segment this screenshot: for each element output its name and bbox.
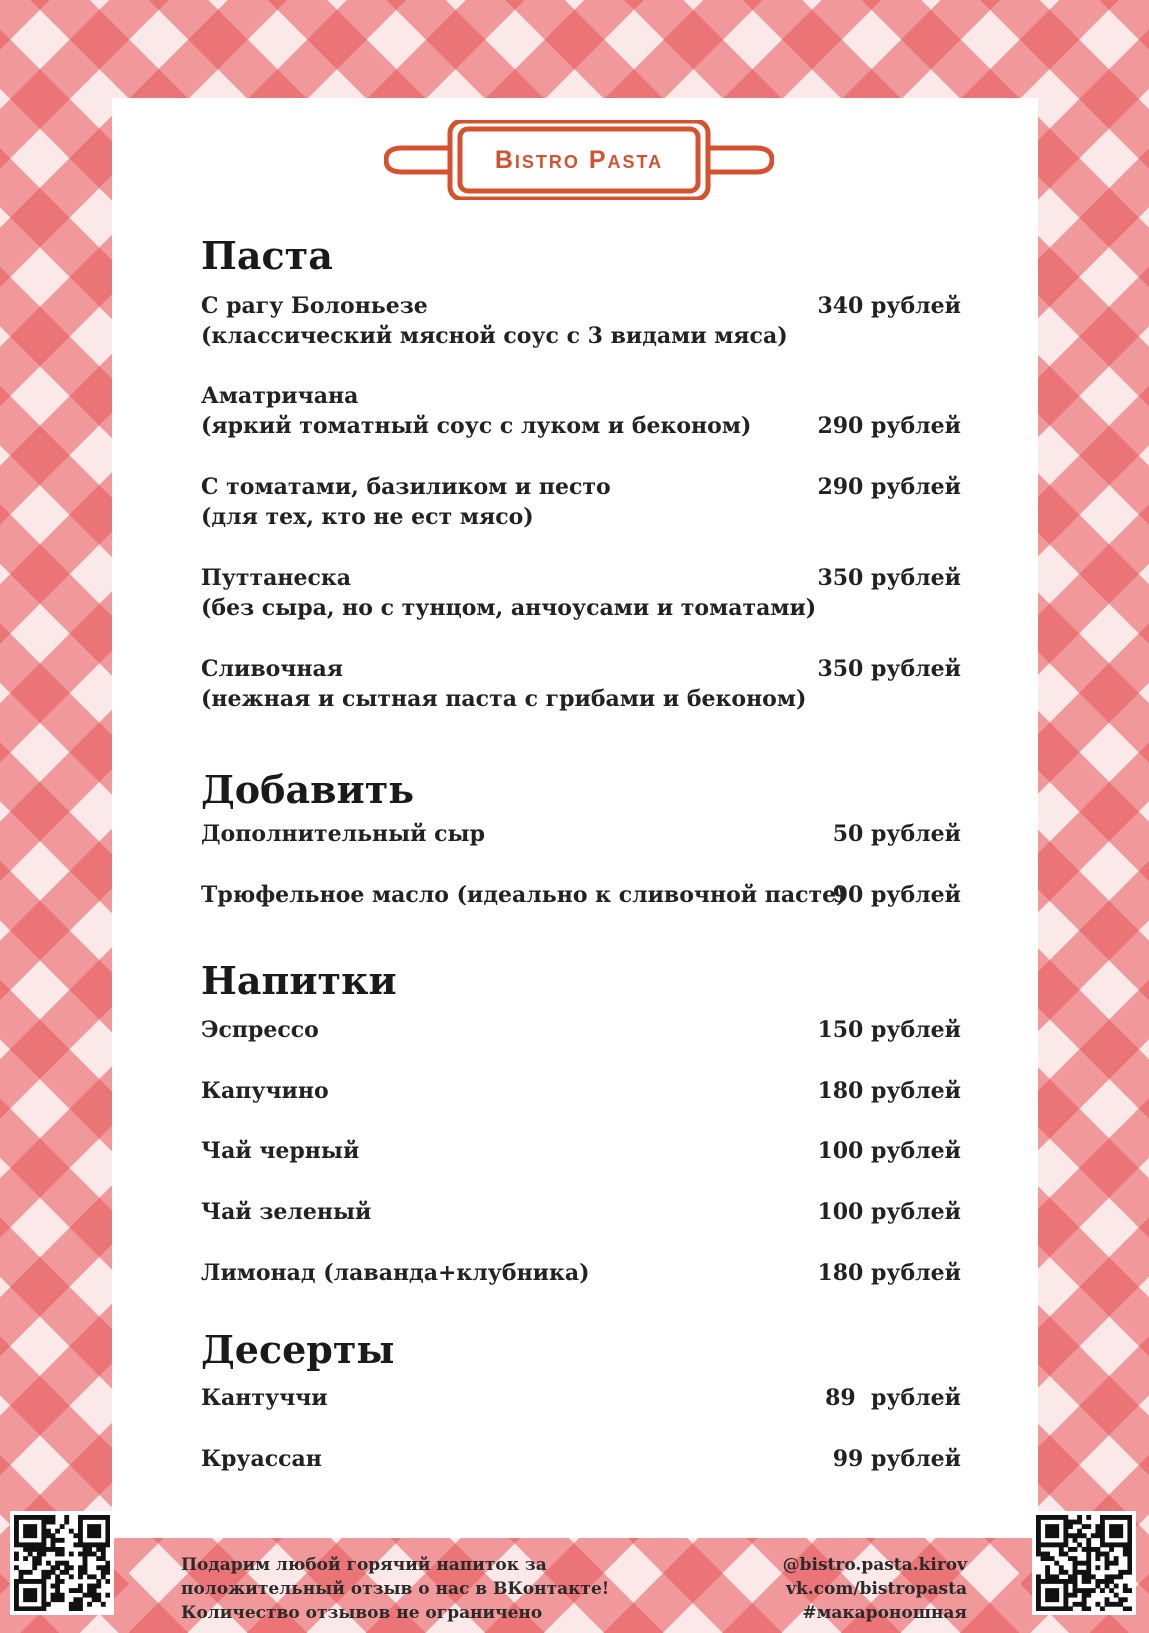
item-name: Эспрессо [201,1017,319,1043]
qr-code-icon [1036,1515,1132,1611]
brand-name: Bistro Pasta [494,146,664,174]
item-description: (для тех, кто не ест мясо) [201,504,534,530]
menu-item [201,1258,961,1288]
item-price: 290 рублей [817,474,961,500]
item-name: Чай черный [201,1138,360,1164]
hashtag: #макароношная [802,1603,967,1623]
item-description: (нежная и сытная паста с грибами и беконом) [201,686,807,712]
footer-promo [181,1553,609,1625]
menu-item [201,381,961,441]
item-price: 50 рублей [832,821,961,847]
menu-item [201,1015,961,1045]
menu-item [201,654,961,714]
instagram-handle: @bistro.pasta.kirov [782,1555,967,1575]
qr-code-icon [14,1515,110,1611]
item-price: 180 рублей [817,1260,961,1286]
item-name: Чай зеленый [201,1199,372,1225]
item-price: 99 рублей [832,1446,961,1472]
item-price: 340 рублей [817,293,961,319]
item-name: С томатами, базиликом и песто [201,474,611,500]
item-price: 350 рублей [817,656,961,682]
menu-item [201,1136,961,1166]
vk-link: vk.com/bistropasta [786,1579,967,1599]
menu-item [201,1444,961,1474]
item-description: (яркий томатный соус с луком и беконом) [201,413,752,439]
qr-code-left [10,1511,114,1615]
item-name: Лимонад (лаванда+клубника) [201,1260,590,1286]
section-title-drinks: Напитки [201,958,397,1003]
section-title-desserts: Десерты [201,1327,395,1372]
item-name: Дополнительный сыр [201,821,485,847]
item-price: 290 рублей [817,413,961,439]
brand-logo [384,120,774,200]
item-price: 350 рублей [817,565,961,591]
menu-item [201,291,961,351]
item-price: 90 рублей [832,882,961,908]
item-name: Круассан [201,1446,322,1472]
menu-item [201,563,961,623]
item-price: 100 рублей [817,1138,961,1164]
menu-item [201,1383,961,1413]
menu-item [201,880,961,910]
menu-item [201,472,961,532]
item-name: Трюфельное масло (идеально к сливочной пасте) [201,882,847,908]
qr-code-right [1032,1511,1136,1615]
item-price: 89 рублей [825,1385,961,1411]
item-price: 150 рублей [817,1017,961,1043]
footer-contacts [783,1553,967,1625]
menu-item [201,819,961,849]
item-name: Капучино [201,1078,329,1104]
menu-sheet [112,98,1038,1538]
item-name: С рагу Болоньезе [201,293,428,319]
item-name: Кантуччи [201,1385,328,1411]
promo-line: Подарим любой горячий напиток за [181,1555,547,1575]
promo-line: положительный отзыв о нас в ВКонтакте! [181,1579,610,1599]
item-price: 180 рублей [817,1078,961,1104]
item-name: Путтанеска [201,565,352,591]
section-title-extras: Добавить [201,767,415,812]
item-description: (классический мясной соус с 3 видами мяса) [201,323,788,349]
menu-item [201,1197,961,1227]
item-name: Аматричана [201,383,359,409]
promo-line: Количество отзывов не ограничено [181,1603,543,1623]
menu-item [201,1076,961,1106]
section-title-pasta: Паста [201,233,333,278]
item-price: 100 рублей [817,1199,961,1225]
item-description: (без сыра, но с тунцом, анчоусами и томатами) [201,595,817,621]
item-name: Сливочная [201,656,344,682]
